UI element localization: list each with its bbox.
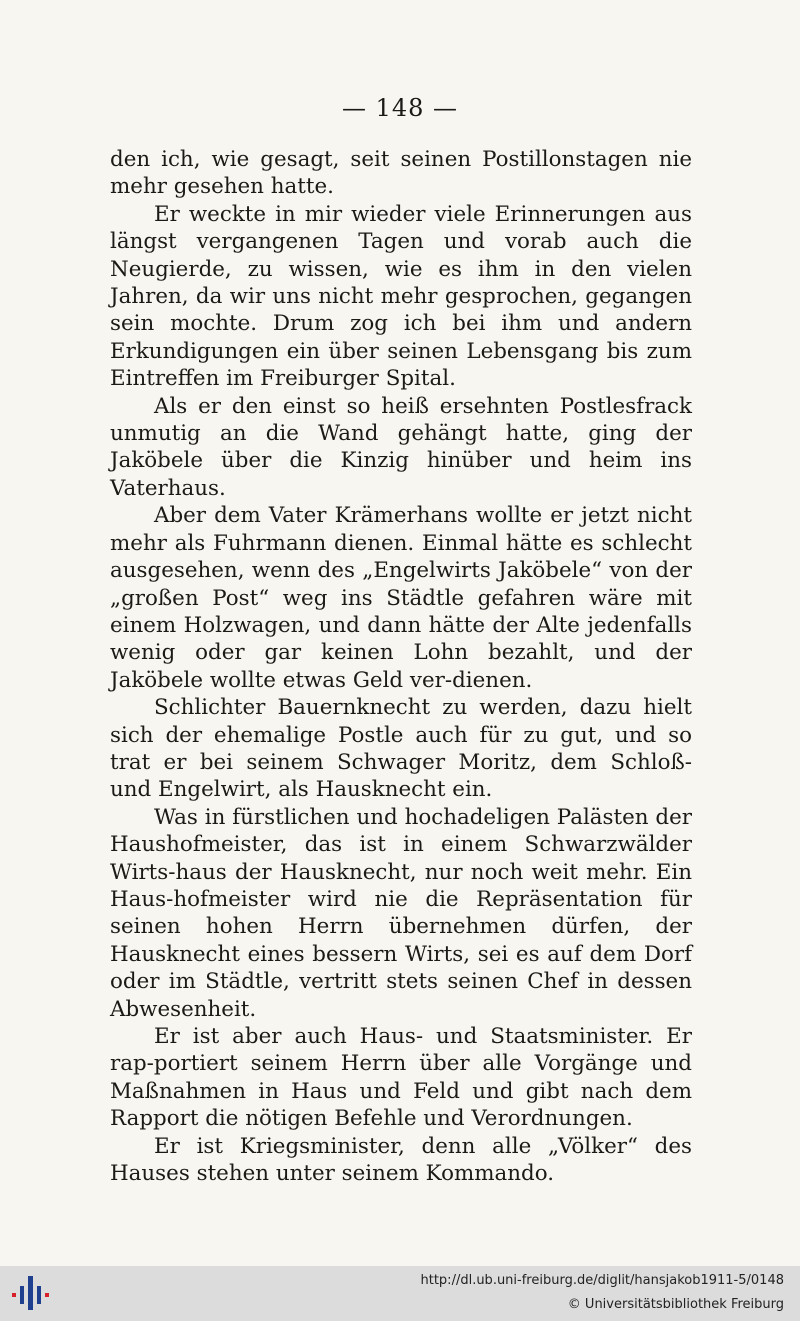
paragraph: Schlichter Bauernknecht zu werden, dazu hielt sich der ehemalige Postle auch für zu gut, und so trat er bei seinem Schwager Moritz, dem Schloß- und Engelwirt, als Hausknecht ein. [110,695,692,803]
paragraph: Als er den einst so heiß ersehnten Postlesfrack unmutig an die Wand gehängt hatte, ging der Jaköbele über die Kinzig hinüber und heim ins Vaterhaus. [110,393,692,501]
paragraph: Er ist Kriegsminister, denn alle „Völker“ des Hauses stehen unter seinem Kommando. [110,1133,692,1187]
body-text [110,146,692,1187]
ub-freiburg-logo-icon[interactable] [10,1272,50,1314]
footer-bar [0,1266,800,1321]
copyright-text: © Universitätsbibliothek Freiburg [567,1297,784,1312]
paragraph: Aber dem Vater Krämerhans wollte er jetzt nicht mehr als Fuhrmann dienen. Einmal hätte es schlecht ausgesehen, wenn des „Engelwirts Jaköbele“ von der „großen Post“ weg ins Städtle gefahren wäre mit einem Holzwagen, und dann hätte der Alte jedenfalls wenig oder gar keinen Lohn bezahlt, und der Jaköbele wollte etwas Geld ver-dienen. [110,503,692,693]
page-number: — 148 — [341,94,459,122]
paragraph: Was in fürstlichen und hochadeligen Palästen der Haushofmeister, das ist in einem Schwarzwälder Wirts-haus der Hausknecht, nur noch weit mehr. Ein Haus-hofmeister wird nie die Repräsentation für seinen hohen Herrn übernehmen dürfen, der Hausknecht eines bessern Wirts, sei es auf dem Dorf oder im Städtle, vertritt stets seinen Chef in dessen Abwesenheit. [110,804,692,1022]
paragraph: den ich, wie gesagt, seit seinen Postillonstagen nie mehr gesehen hatte. [110,147,692,200]
paragraph: Er weckte in mir wieder viele Erinnerungen aus längst vergangenen Tagen und vorab auch die Neugierde, zu wissen, wie es ihm in den vielen Jahren, da wir uns nicht mehr gesprochen, gegangen sein mochte. Drum zog ich bei ihm und andern Erkundigungen ein über seinen Lebensgang bis zum Eintreffen im Freiburger Spital. [110,201,692,392]
paragraph: Er ist aber auch Haus- und Staatsminister. Er rap-portiert seinem Herrn über alle Vorgänge und Maßnahmen in Haus und Feld und gibt nach dem Rapport die nötigen Befehle und Verordnungen. [110,1024,692,1132]
source-url-link[interactable]: http://dl.ub.uni-freiburg.de/diglit/hansjakob1911-5/0148 [420,1273,784,1288]
